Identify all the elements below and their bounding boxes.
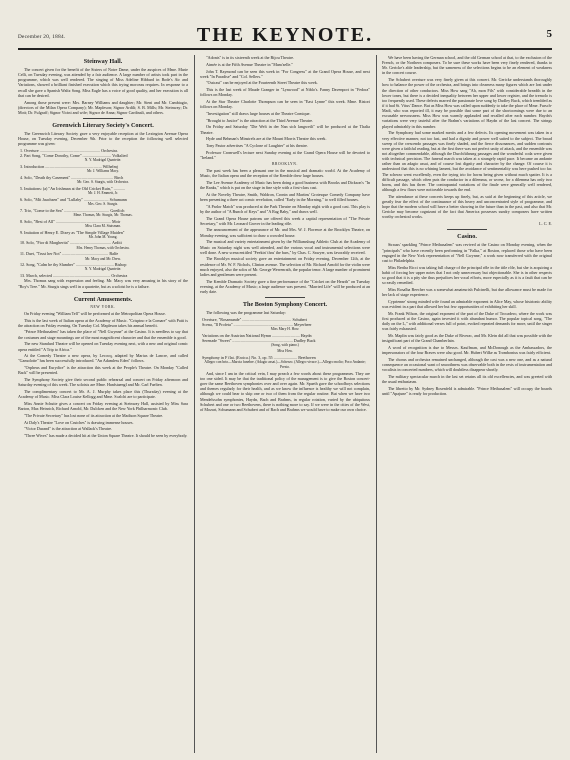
paragraph: This is the last week of Maude Granger in "Lynwood" at Niblo's. Fanny Davenport in "Fedora" follows on Monday. [200,87,370,98]
column-divider [376,55,377,753]
masthead [18,22,552,50]
performer-line: Mr. J. Williams Macy. [87,169,119,174]
section-heading: Greenwich Literary Society's Concert. [52,122,154,129]
paragraph: Hyde and Behman's Minstrels are at the Mount Morris Theatre this week. [206,136,327,142]
paragraph: Mr. Frank Wilson, the original exponent of the part of the Duke of Trocadero, where the work was first produced at the Casino, again invested it with abundant humor. The popular topical song, "The daily on the L," with additional verses full of point, evoked repeated demands for more, until the singer was fairly exhausted. [382,310,552,332]
performer-line: (Song, with piano.) [271,343,299,348]
paragraph: The Lee Avenue Academy of Music has been doing a good business with Brooks and Dickson's "In the Ranks," which is put on the stage in fine style with a first-class cast. [200,179,370,190]
paragraph: Among those present were: Mrs. Barney Williams and daughter; Mr. Sieni and Mr. Cambiagio, (directors of the Milan Opera Company); Mr. Mapleson; Signor Ardili; S. B. Mills; Mr. Steinway; Dr. Mott; Dr. Fulgraff; Signor Vicini and wife; Signor de Anna; Signor Cardinali, and others. [18,99,188,115]
performer-line: N. Y. Madrigal Quartette. [84,267,122,272]
paragraph: The complimentary concert to Mr. A. J. Murphy takes place this (Thursday) evening at the Academy of Music. Miss Clara Louise Kellogg and Mme. Scalchi are to participate. [18,389,188,400]
paragraph: The chorus and orchestra remained unchanged, although the cast was a new one, and as a natural consequence an occasional want of smoothness was observable both in the rests of instrumentation and vocalists in concerted numbers, which will doubtless disappear shortly. [382,356,552,372]
performer-line: Mrs. Geo. S. Sturgis. [87,202,119,206]
paragraph: "A Parlor Match" was produced at the Park Theatre on Monday night with a good cast. This play is by the author of "A Bunch of Keys" and "A Rag Baby," and draws well. [200,203,370,214]
paragraph: At the Comedy Theatre a new opera, by Lecocq, adapted by Marius de Lancre, and called "Gamolotte" has been successfully introduced. "An Adamless Eden" follows. [18,353,188,364]
paragraph: The musical and variety entertainment given by the Williamsburg Athletic Club at the Academy of Music on Saturday night was well attended, and the various vocal and instrumental selections were well done. A new scena entitled "Feekin' thru' the bars," by Chas. C. Sawyer, was favorably received. [200,239,370,255]
paragraph: Aimée is at the Fifth Avenue Theatre in "Mam'zelle." [206,61,294,67]
paragraph: The new Standard Theatre will be opened on Tuesday evening next, with a new and original comic opera entitled "A Trip to Africa." [18,341,188,352]
section-heading: Current Amusements. [73,295,133,303]
program-line: 6. Solo, "Mit Jauchzen" and "Lullaby" ........................ Schumann [20,196,127,202]
program-line: 4. Solo, "Death thy Casement" ......................................... Birch [20,175,124,181]
paragraph: The Symphony Society give their second public rehearsal and concert on Friday afternoon and Saturday evening of this week. The soloists are Mme. Hanfstaengl and Mr. Carl Faelten. [18,377,188,388]
performer-line: Mr. J. H. Emmett, Jr. [87,191,119,196]
program-line: 9. Imitation of Henry E. Dixey as "The Simple Village Maiden" [20,229,125,235]
paragraph: Mr. Maplin was fairly good as the Duke of Riverac, and Mr. Klein did all that was possible with the insignificant part of the Grand Chamberlain. [382,332,552,343]
column-2 [200,55,370,753]
paragraph: We have been having the German school, and the old German school at that, to the exclusion of the French, or the Northern composers. To be sure these works have been very finely rendered, thanks to Mr. Gericke's able leadership, but the sameness of the selections begins to be an element of weakness in the concert course. [382,55,552,76]
paragraph: Strauss' sparkling "Prince Methusalem" was revived at the Casino on Monday evening, when the "principals" who have recently been performing in "Falka," at Boston, replaced those who have been engaged in the New York representation of "Nell Gwynne," a work now transferred with the original cast to Philadelphia. [382,242,552,263]
paragraph: "The Private Secretary" has lost none of its attraction at the Madison Square Theatre. [24,412,164,418]
performer-line: Mme. Thomas, Mr. Sturgis, Mr. Thomas. [73,212,133,217]
program-line: Variations on the Austrian National Hymn ........................... Haydn [202,332,312,338]
paragraph: Professor Cromwell's lecture next Sunday evening at the Grand Opera House will be devoted to "Ireland." [200,149,370,161]
paragraph: A word of recognition is due to Messrs. Kauffman, and McDonough as the Ambassadors, the impersonators of the four Braves were also good. Mr. Hubert Wilke as Trombonius was fairly efficient. [382,344,552,355]
paragraph: "Three Wives" has made a decided hit at the Union Square Theatre. It should be seen by everybody. [24,433,188,439]
paragraph: At the Novelty Theatre, Smith, Waldron, Cronin and Martins' Grotesque Comedy Company have been presenting a three act comic revelation, called "Early in the Morning," to well filled houses. [200,191,370,202]
section-heading: Casino. [457,233,477,241]
column-3 [382,55,552,753]
performer-line: Mr. Geo. S. Sturgis, with Orchestra. [77,180,129,185]
paragraph: The Kemble Dramatic Society gave a fine performance of the "Cricket on the Hearth" on Tuesday evening, at the Academy of Music; a large audience was present. "Married Life" will be produced at an early date. [200,278,370,294]
paragraph: On Friday evening "William Tell" will be performed at the Metropolitan Opera House. [24,310,166,316]
paragraph: Tony Pastor advertises "A Cyclone of Laughter" at his theatre. [206,143,308,149]
program-line: 10. Solo, "Fior di Margherita" ........................................ Arditi [20,240,122,246]
program-line: 5. Imitations: (a) "An Irishman at the Old Cricket Ruin," ........... [20,185,125,191]
paragraph: And, since I am in the critical vein, I may preach a few words about these programmes. They are too one sided. It may be that the traditional policy of the management is to give the Boston concert-goer the same Beethoven symphonies over and over again. Mr. Spaeth gave the schoolboys selections and themes regularly for their health, and as we know the influence is healthy we will not complain, although we could bear to skip one or two of them from the regular routine. But when we have two Mendelssohn symphonies, Haydn, Bach and Brahms, in regular rotation, varied by the ubiquitous Schubert and one or two Beethovens, there is nothing more to say. If we were in the cities of the West, of Mozart, Schumann and Schubert and of Bach and Brahms we would have to make our own choice. [200,370,370,412]
paragraph: At Daly's Theatre "Love on Crutches" is drawing immense houses. [24,419,134,425]
performer-line: N. Y. Madrigal Quartette. [84,158,122,163]
section-rule [265,297,305,298]
paragraph: The libretto by Mr. Sydney Rosenfeld is admirable. "Prince Methusalem" will occupy the boards until "Apajune" is ready for production. [382,385,552,396]
issue-date: December 20, 1884. [18,34,66,40]
column-1 [18,55,188,753]
paragraph: At the Star Theatre Charlotte Thompson can be seen in "East Lynne" this week. Mme. Ristori follows on Monday. [200,99,370,110]
paragraph: The announcement of the appearance of Mr. and Mrs. W. J. Florence at the Brooklyn Theatre, on Monday evening, was sufficient to draw a crowded house. [200,227,370,238]
program-line: 8. Solo, "Best of All" ...................................................... Moir [20,218,121,224]
paragraph: "Orpheus and Eurydice" is the attraction this week at the People's Theatre. On Monday "Called Back" will be presented. [18,365,188,376]
program-line: 3. Introduction ....................................................... Wilhelmj [20,164,118,170]
paragraph: "Investigation" still draws large houses at the Theatre Comique. [206,110,311,116]
masthead-rule [18,48,552,50]
section-rule [83,292,123,293]
page-number: 5 [546,28,552,40]
performer-line: Miss Mary H. How. [270,327,300,332]
signature: L. C. E. [539,221,552,227]
paragraph: Miss Annie Schutte gives a concert on Friday evening at Steinway Hall, assisted by Miss Sara Barton, Max Heinrich, Richard Arnold, Mr. Dulcken and the New York Philharmonic Club. [18,400,188,412]
paragraph: "Prince Methusalem" has taken the place of "Nell Gwynne" at the Casino. It is needless to say that the costumes and stage mountings are of the most magnificent character and that the ensemble is good. [18,329,188,340]
performer-line: Miss Clara M. Stutsman. [85,223,121,228]
paragraph: The following was the programme last Saturday: [206,310,287,316]
program-line: 12. Song, "Calm be thy Slumber" ..................................... Bishop [20,262,127,268]
program-line: Serenade "Sweet" ........................................................... Dudley Buck [202,338,316,344]
program-line: Scena, "Il Profeta" .......................................................... Meyerbeer [202,322,312,328]
section-rule [83,118,123,119]
paragraph: "Brought to Justice" is the attraction at the Third Avenue Theatre. [206,117,314,123]
performer-line: Mrs. Henry Thomas, with Orchestra. [76,245,130,250]
paragraph: The Greenwich Literary Society gave a very enjoyable reception at the Lexington Avenue Opera House, on Tuesday evening, December 9th. Prior to the reception the following well selected programme was given: [18,131,188,147]
performer-line: Allegro con brio—Marcia funebre. (Adagio assai.)—Scherzo. (Allegro vivace.)—Allegro molto; Poco Andante; Presto. [204,359,366,370]
section-rule [447,229,487,230]
paragraph: This is the last week of Italian opera at the Academy of Music. "Crispino e la Comare" with Patti is the attraction on Friday evening. On Tuesday Col. Mapleson takes his annual benefit. [18,317,188,328]
paragraph: "Victor Durand" is the attraction at Wallack's Theatre. [24,426,113,432]
paragraph: The Grand Opera House patrons are offered this week a capital representation of "The Private Secretary," with Mr. Leonard Grover in the leading rôle. [200,215,370,226]
paragraph: The military spectacular march in the last set retains all its old excellencies, and was greeted with the usual enthusiasm. [382,373,552,384]
section-heading: The Boston Symphony Concert. [242,301,328,309]
section-heading: Steinway Hall. [83,58,123,65]
paragraph: The Symphony had some marked merits and a few defects. Its opening movement was taken in a very effective manner, not too fast, and had a dignity and power well suited to the subject. The broad sweep of the crescendo passages was finely shaded, and the fierce dissonances, and sudden contrasts were given a faithful reading, but at the first there was not perfect unity of attack, and the ensemble was not altogether commendable, although the Durchführung passages and the wonderful coda were given with technical precision. The funeral march was taken at a strangely rapid pace. It became an andante rather than an adagio assai, and of course lost dignity and character by the change. Of course it is understood that this is no whining lament, but the avoidance of sentimentality was here pushed too far. The scherzo went excellently, even the trying trio for horns being given without much spatter. It is a difficult passage, which often puts the conductor in a dilemma, or worse, for a dilemma has only two horns, and this has three. The contrapuntal variations of the finale were generally well rendered, although a few flaws were noticeable towards the end. [382,130,552,193]
program-line: 1. Overture ........................................................... Orchestra. [20,148,119,154]
paragraph: Cyprienne' strong minded wife found an admirable exponent in Alice May, whose histrionic ability was evident in a part that allowed her but few opportunities of exhibiting her skill. [382,298,552,309]
performer-line: Mr. John M. Young. [88,234,118,239]
paragraph: The concert given for the benefit of the Sisters of Notre Dame, under the auspices of Mme. Marie Celli, on Tuesday evening, was attended by a fair audience. A large number of artists took part in the programme, which was well rendered. The singing of Miss Adeline Hibbard in Bode's Air and Variations, showed a brilliant finished execution which this trying morceau requires. In response to a recall she gave a Spanish Waltz Song. Miss Eagle has a voice of good quality, and her execution is all that can be desired. [18,67,188,98]
performer-line: Miss How. [277,349,293,353]
program-line: 13. March, selected ........................................................ Orchestra [20,273,128,279]
city-subheading: NEW YORK. [90,304,116,309]
column-divider [194,55,195,753]
program-line: Overture, "Rosamunde" ................................................ Schubert [202,316,307,322]
paragraph: Miss Bertha Ricci was taking full charge of the principal rôle in the title rôle, but she is acquiring a habit of forcing her upper notes that I not only unnecessary but objectionable. She is in other respects so good that it is a pity she thus prejudices her vocal efforts, more especially as it is a fault that can be so easily remedied. [382,264,552,286]
paragraph: The Schubert overture was very finely given at this concert. Mr. Gericke understands thoroughly how to balance the power of the orchestra, and brings into clearness many figures which are lost under the direction of other conductors. Miss How sang "Ah, mon Fils" with considerable breadth in the lower tones, but there is a decided inequality between her upper and lower register, and the tremolo is too frequently used. These defects marred the passionate love song by Dudley Buck, which trembled as if it had St. Vitus' Dance. But as Miss How was called upon suddenly to take the place of Mme. Fursch-Madi, who was reported ill, it may be possible that some part of the shortcomings were due to an excusable nervousness. Miss How was warmly applauded and recalled after each number. Haydn's variations were very tasteful after the Brahm's variations of Haydn of the last concert. The strings played admirably in this number. [382,77,552,129]
paragraph: Mrs. Thomas sang with expression and feeling. Mr. Macy was very amusing in his story of the "Boy's Tree." Mr. Sturgis sings well in a quartette, but as a soloist he is a failure. [18,278,188,289]
paragraph: The Brooklyn musical society gave an entertainment on Friday evening, December 12th, at the residence of Mr. W. F. Nichols, Clinton avenue. The selection of Mr. Richard Arnold for the violin were much enjoyed, also the solos of Mr. George Werrenrath, the popular tenor. A large number of prominent ladies and gentlemen were present. [200,256,370,277]
paragraph: On Friday and Saturday "Die Welt in der Nan sich langweilt" will be produced at the Thalia Theatre. [200,124,370,135]
paragraph: John T. Raymond can be seen this week in "For Congress" at the Grand Opera House, and next week "In Paradise" and "Col. Sellers." [200,68,370,79]
program-line: 2. Part Song, "Come Dorothy, Come" ............................ Volkslied [20,153,128,159]
performer-line: Mr. Macy and Mr. Drew. [85,256,121,261]
paragraph: The past week has been a pleasant one in the musical and dramatic world. At the Academy of Music, the Italian opera and the reception of the Kemble drew large houses. [200,167,370,179]
paragraph: Miss Rosalba Beecher was a somewhat amateurish Pulcinelli, but due allowance must be made for her lack of stage experience. [382,286,552,297]
city-subheading: BROOKLYN. [272,161,298,166]
program-line: 7. Trio, "Come to the Sea" ............................................ Goetlich [20,207,125,213]
paragraph: "Outcast" can be enjoyed at the Fourteenth Street Theatre this week. [206,80,318,86]
program-line: 11. Duet, "Trust her Not" ............................................. Balfe [20,251,119,257]
program-line: Symphony in F flat. (Eroica.) No. 3, op. 55 ....................... Beethoven [202,354,316,360]
paragraph: The attendance at these concerts keeps up finely, but, as said at the beginning of this article, we greatly fear the effect of the continuance of this heavy and unconcentrated style of programme, and hope that the modern school will have a better showing in the future than in the past, and also that Mr. Gericke may become cognizant of the fact that America possesses sundry composers have written worthy orchestral works. [382,193,552,220]
paragraph: "Adonis" is in its sixteenth week at the Bijou Theatre. [206,55,295,60]
publication-title: THE KEYNOTE. [196,24,374,46]
article-columns [18,55,552,753]
